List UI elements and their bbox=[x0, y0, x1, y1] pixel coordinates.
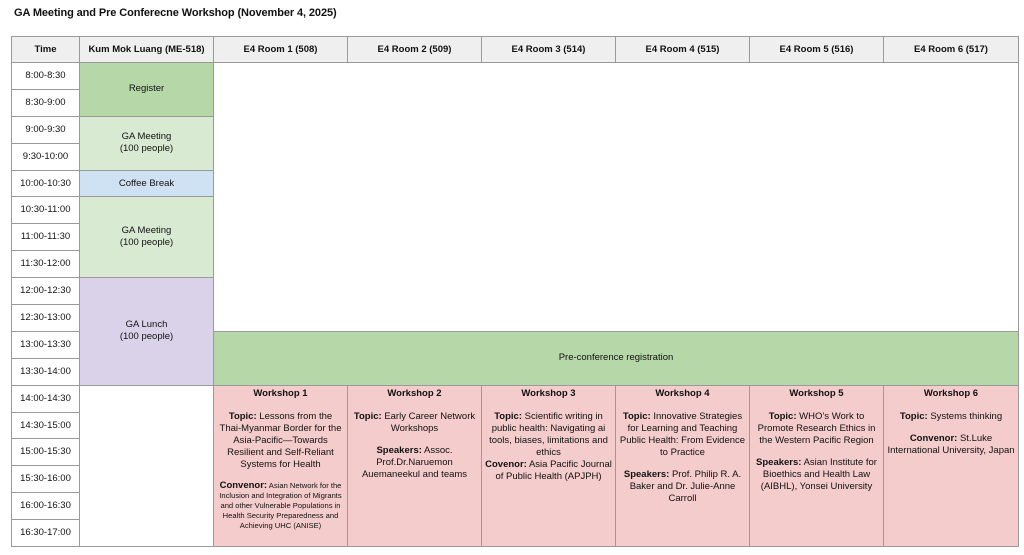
workshop-speakers: Prof. Philip R. A. Baker and Dr. Julie-Anne Carroll bbox=[629, 468, 742, 504]
topic-label: Topic: bbox=[899, 410, 928, 422]
time-slot: 15:00-15:30 bbox=[12, 439, 80, 466]
register-cell: Register bbox=[80, 63, 214, 117]
workshop-4-cell bbox=[616, 385, 750, 546]
page-title: GA Meeting and Pre Conferecne Workshop (November 4, 2025) bbox=[14, 7, 337, 19]
workshop-topic: WHO’s Work to Promote Research Ethics in the Western Pacific Region bbox=[757, 410, 876, 446]
convenor-label: Convenor: bbox=[219, 479, 268, 491]
pre-conference-registration-cell: Pre-conference registration bbox=[214, 331, 1019, 385]
ga-lunch-label: GA Lunch bbox=[125, 319, 168, 331]
convenor-label: Convenor: bbox=[909, 432, 958, 444]
ga-lunch-capacity: (100 people) bbox=[119, 331, 174, 343]
workshop-2-cell bbox=[348, 385, 482, 546]
topic-label: Topic: bbox=[622, 410, 651, 422]
header-time: Time bbox=[12, 37, 80, 63]
header-room-1: E4 Room 1 (508) bbox=[214, 37, 348, 63]
ga-meeting-capacity: (100 people) bbox=[119, 237, 174, 249]
workshop-speakers: Asian Institute for Bioethics and Health Law (AIBHL), Yonsei University bbox=[760, 456, 877, 492]
header-room-4: E4 Room 4 (515) bbox=[616, 37, 750, 63]
time-slot: 10:30-11:00 bbox=[12, 197, 80, 224]
ga-meeting-capacity: (100 people) bbox=[119, 143, 174, 155]
ga-meeting-label: GA Meeting bbox=[121, 131, 172, 143]
workshop-topic: Innovative Strategies for Learning and Teaching Public Health: From Evidence to Practice bbox=[619, 410, 746, 458]
speakers-label: Speakers: bbox=[376, 444, 422, 456]
time-slot: 11:00-11:30 bbox=[12, 224, 80, 251]
time-slot: 14:30-15:00 bbox=[12, 412, 80, 439]
time-slot: 16:00-16:30 bbox=[12, 493, 80, 520]
time-slot: 9:00-9:30 bbox=[12, 116, 80, 143]
workshop-title: Workshop 6 bbox=[923, 387, 979, 399]
ga-meeting-cell-2 bbox=[80, 197, 214, 278]
table-row bbox=[12, 385, 1019, 412]
workshop-title: Workshop 3 bbox=[521, 387, 576, 399]
time-slot: 8:30-9:00 bbox=[12, 89, 80, 116]
workshop-topic: Systems thinking bbox=[930, 410, 1003, 422]
time-slot: 12:00-12:30 bbox=[12, 278, 80, 305]
header-kum-mok-luang: Kum Mok Luang (ME-518) bbox=[80, 37, 214, 63]
table-row bbox=[12, 63, 1019, 90]
time-slot: 8:00-8:30 bbox=[12, 63, 80, 90]
topic-label: Topic: bbox=[768, 410, 797, 422]
ga-meeting-label: GA Meeting bbox=[121, 225, 172, 237]
time-slot: 9:30-10:00 bbox=[12, 143, 80, 170]
topic-label: Topic: bbox=[494, 410, 522, 422]
workshop-topic: Early Career Network Workshops bbox=[384, 410, 476, 434]
workshop-topic: Scientific writing in public health: Navigating ai tools, biases, limitations and ethics bbox=[489, 410, 608, 458]
time-slot: 13:00-13:30 bbox=[12, 331, 80, 358]
header-row bbox=[12, 37, 1019, 63]
time-slot: 10:00-10:30 bbox=[12, 170, 80, 197]
workshop-title: Workshop 2 bbox=[387, 387, 442, 399]
topic-label: Topic: bbox=[228, 410, 257, 422]
workshop-1-cell bbox=[214, 385, 348, 546]
time-slot: 13:30-14:00 bbox=[12, 358, 80, 385]
workshop-title: Workshop 5 bbox=[789, 387, 844, 399]
speakers-label: Speakers: bbox=[623, 468, 670, 480]
coffee-break-cell: Coffee Break bbox=[80, 170, 214, 197]
workshop-convenor: Asia Pacific Journal of Public Health (APJPH) bbox=[495, 458, 612, 482]
topic-label: Topic: bbox=[353, 410, 382, 422]
workshop-6-cell bbox=[884, 385, 1019, 546]
time-slot: 14:00-14:30 bbox=[12, 385, 80, 412]
workshop-convenor: Asian Network for the Inclusion and Integration of Migrants and other Vulnerable Populations in Health Security Preparedness and Achieving UHC (ANISE) bbox=[219, 480, 342, 530]
header-room-2: E4 Room 2 (509) bbox=[348, 37, 482, 63]
workshop-speakers: Assoc. Prof.Dr.Naruemon Auemaneekul and teams bbox=[361, 444, 468, 480]
schedule-table bbox=[11, 36, 1019, 547]
workshop-title: Workshop 4 bbox=[655, 387, 710, 399]
workshop-convenor: St.Luke International University, Japan bbox=[887, 432, 1015, 456]
workshop-5-cell bbox=[750, 385, 884, 546]
convenor-label: Covenor: bbox=[485, 458, 527, 470]
workshop-3-cell bbox=[482, 385, 616, 546]
header-room-6: E4 Room 6 (517) bbox=[884, 37, 1019, 63]
header-room-3: E4 Room 3 (514) bbox=[482, 37, 616, 63]
time-slot: 16:30-17:00 bbox=[12, 520, 80, 547]
workshop-topic: Lessons from the Thai-Myanmar Border for the Asia-Pacific—Towards Resilient and Self-Reliant Systems for Health bbox=[219, 410, 342, 470]
header-room-5: E4 Room 5 (516) bbox=[750, 37, 884, 63]
speakers-label: Speakers: bbox=[756, 456, 802, 468]
time-slot: 15:30-16:00 bbox=[12, 466, 80, 493]
empty-main-room-afternoon bbox=[80, 385, 214, 546]
ga-meeting-cell-1 bbox=[80, 116, 214, 170]
time-slot: 12:30-13:00 bbox=[12, 305, 80, 332]
empty-rooms-morning bbox=[214, 63, 1019, 332]
ga-lunch-cell bbox=[80, 278, 214, 386]
time-slot: 11:30-12:00 bbox=[12, 251, 80, 278]
workshop-title: Workshop 1 bbox=[253, 387, 308, 399]
